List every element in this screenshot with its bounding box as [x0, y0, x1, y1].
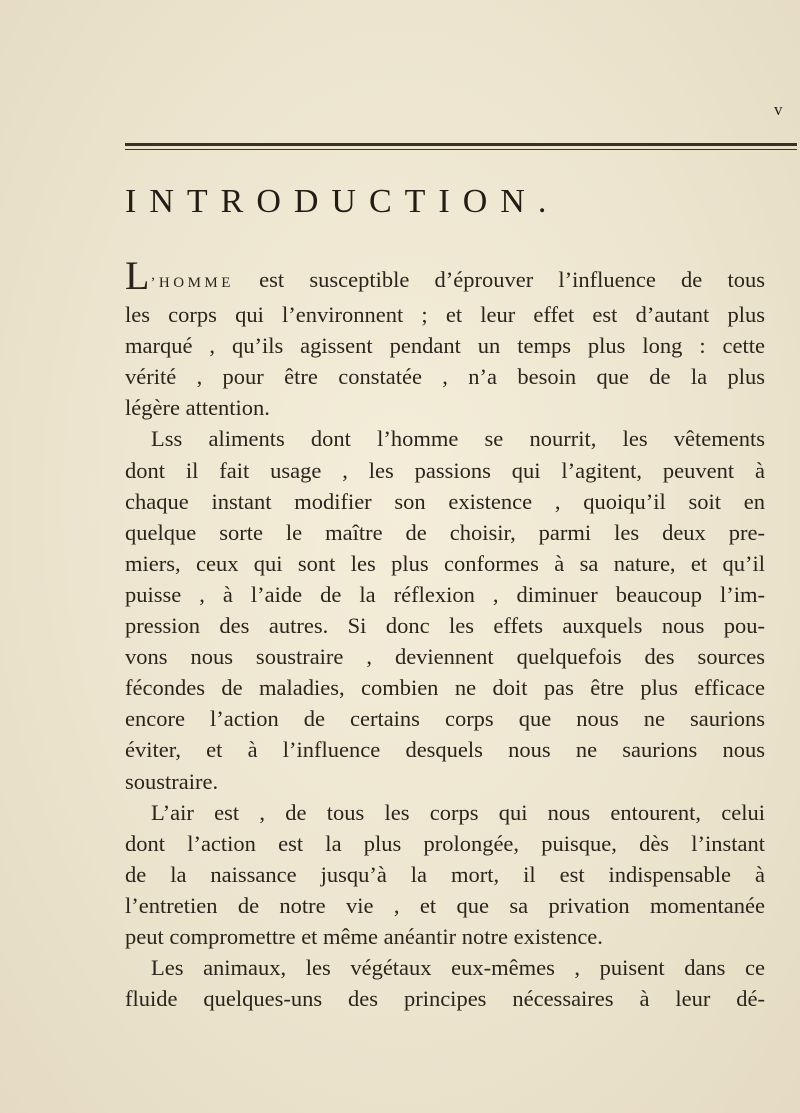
body-text	[125, 253, 765, 1014]
text-line: dont l’action est la plus prolongée, puisque, dès l’instant	[125, 830, 765, 856]
text-line: de la naissance jusqu’à la mort, il est indispensable à	[125, 861, 765, 887]
text-line: soustraire.	[125, 768, 219, 794]
paragraph-1	[125, 253, 765, 423]
page-number: v	[774, 100, 784, 119]
paragraph-2	[125, 423, 765, 796]
paragraph-3	[125, 797, 765, 952]
text-line: Les animaux, les végétaux eux-mêmes , puisent dans ce	[151, 955, 765, 981]
text-line: les corps qui l’environnent ; et leur effet est d’autant plus	[125, 302, 765, 328]
text-line: dont il fait usage , les passions qui l’agitent, peuvent à	[125, 457, 765, 483]
text-line: légère attention.	[125, 395, 270, 421]
text-line: fécondes de maladies, combien ne doit pas être plus efficace	[125, 675, 765, 701]
text-line: l’entretien de notre vie , et que sa privation momentanée	[125, 892, 765, 918]
text-line: chaque instant modifier son existence , quoiqu’il soit en	[125, 488, 765, 514]
text-line: peut compromettre et même anéantir notre existence.	[125, 923, 603, 949]
text-line: vérité , pour être constatée , n’a besoin que de la plus	[125, 364, 765, 390]
drop-cap: L	[125, 253, 150, 298]
text-line: éviter, et à l’influence desquels nous ne saurions nous	[125, 737, 765, 763]
text-line: encore l’action de certains corps que nous ne saurions	[125, 706, 765, 732]
text-line: puisse , à l’aide de la réflexion , diminuer beaucoup l’im-	[125, 581, 765, 607]
text-line-first	[125, 253, 765, 299]
text-line: quelque sorte le maître de choisir, parmi les deux pre-	[125, 519, 765, 545]
paragraph-4	[125, 952, 765, 1014]
text-line: fluide quelques-uns des principes nécessaires à leur dé-	[125, 986, 765, 1012]
chapter-title: INTRODUCTION.	[125, 183, 560, 220]
first-line-rest: est susceptible d’éprouver l’influence de tous	[233, 267, 765, 292]
text-line: miers, ceux qui sont les plus conformes à sa nature, et qu’il	[125, 550, 765, 576]
text-line: marqué , qu’ils agissent pendant un temps plus long : cette	[125, 333, 765, 359]
text-line: vons nous soustraire , deviennent quelquefois des sources	[125, 644, 765, 670]
small-caps-word: ’HOMME	[150, 275, 234, 291]
text-line: L’air est , de tous les corps qui nous entourent, celui	[151, 799, 765, 825]
header-rule-thin	[125, 149, 797, 150]
text-line: Lss aliments dont l’homme se nourrit, les vêtements	[151, 426, 765, 452]
header-rule-thick	[125, 143, 797, 146]
text-line: pression des autres. Si donc les effets auxquels nous pou-	[125, 613, 765, 639]
